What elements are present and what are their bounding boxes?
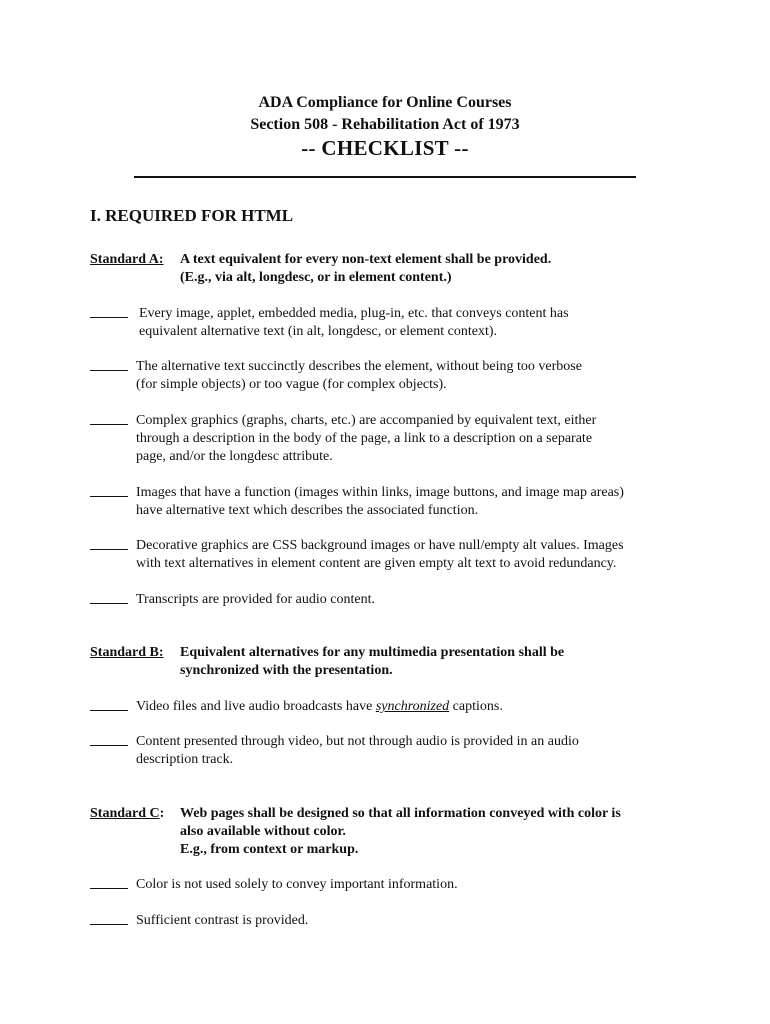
item-text: Images that have a function (images within links, image buttons, and image map areas) have alternative text which describes the associated function. — [136, 485, 624, 518]
checkbox-blank[interactable] — [90, 733, 128, 746]
item-text: Decorative graphics are CSS background images or have null/empty alt values. Images with text alternatives in element content are given empty alt text to avoid redundancy. — [136, 538, 624, 571]
title-line-2: Section 508 - Rehabilitation Act of 1973 — [250, 116, 520, 133]
item-text: Transcripts are provided for audio content. — [136, 592, 375, 607]
section-heading: I. REQUIRED FOR HTML — [90, 206, 294, 225]
checkbox-blank[interactable] — [90, 698, 128, 711]
checkbox-blank[interactable] — [90, 484, 128, 497]
standard-c-label-colon: : — [159, 806, 165, 821]
item-text: Color is not used solely to convey important information. — [136, 877, 458, 892]
item-text: Complex graphics (graphs, charts, etc.) are accompanied by equivalent text, either through a description in the body of the page, a link to a description on a separate page, and/or the longdesc attribute. — [136, 413, 597, 464]
checkbox-blank[interactable] — [90, 412, 128, 425]
checkbox-blank[interactable] — [90, 358, 128, 371]
standard-a-text: A text equivalent for every non-text element shall be provided. (E.g., via alt, longdesc, or in element content.) — [180, 252, 552, 285]
standard-b-label: Standard B: — [90, 645, 164, 660]
item-text-emphasis: synchronized — [375, 699, 450, 714]
standard-c-label-text: Standard C — [90, 806, 160, 821]
checkbox-blank[interactable] — [90, 876, 128, 889]
checklist-heading: -- CHECKLIST -- — [301, 136, 469, 160]
item-text — [136, 698, 676, 716]
item-text: Every image, applet, embedded media, plug-in, etc. that conveys content has equivalent alternative text (in alt, longdesc, or element context). — [139, 306, 569, 339]
item-text-pre: Video files and live audio broadcasts have — [136, 699, 376, 714]
checkbox-blank[interactable] — [90, 537, 128, 550]
item-text: Content presented through video, but not through audio is provided in an audio description track. — [136, 734, 579, 767]
checkbox-blank[interactable] — [90, 591, 128, 604]
standard-c-label — [90, 805, 164, 823]
title-line-1: ADA Compliance for Online Courses — [258, 94, 512, 111]
standard-c-text: Web pages shall be designed so that all information conveyed with color is also available without color. E.g., from context or markup. — [180, 806, 621, 857]
horizontal-rule — [134, 176, 636, 178]
item-text-post: captions. — [449, 699, 503, 714]
standard-b-text: Equivalent alternatives for any multimedia presentation shall be synchronized with the presentation. — [180, 645, 565, 678]
item-text: Sufficient contrast is provided. — [136, 913, 309, 928]
item-text: The alternative text succinctly describes the element, without being too verbose (for simple objects) or too vague (for complex objects). — [136, 359, 582, 392]
checkbox-blank[interactable] — [90, 305, 128, 318]
checkbox-blank[interactable] — [90, 912, 128, 925]
standard-a-label: Standard A: — [90, 252, 164, 267]
